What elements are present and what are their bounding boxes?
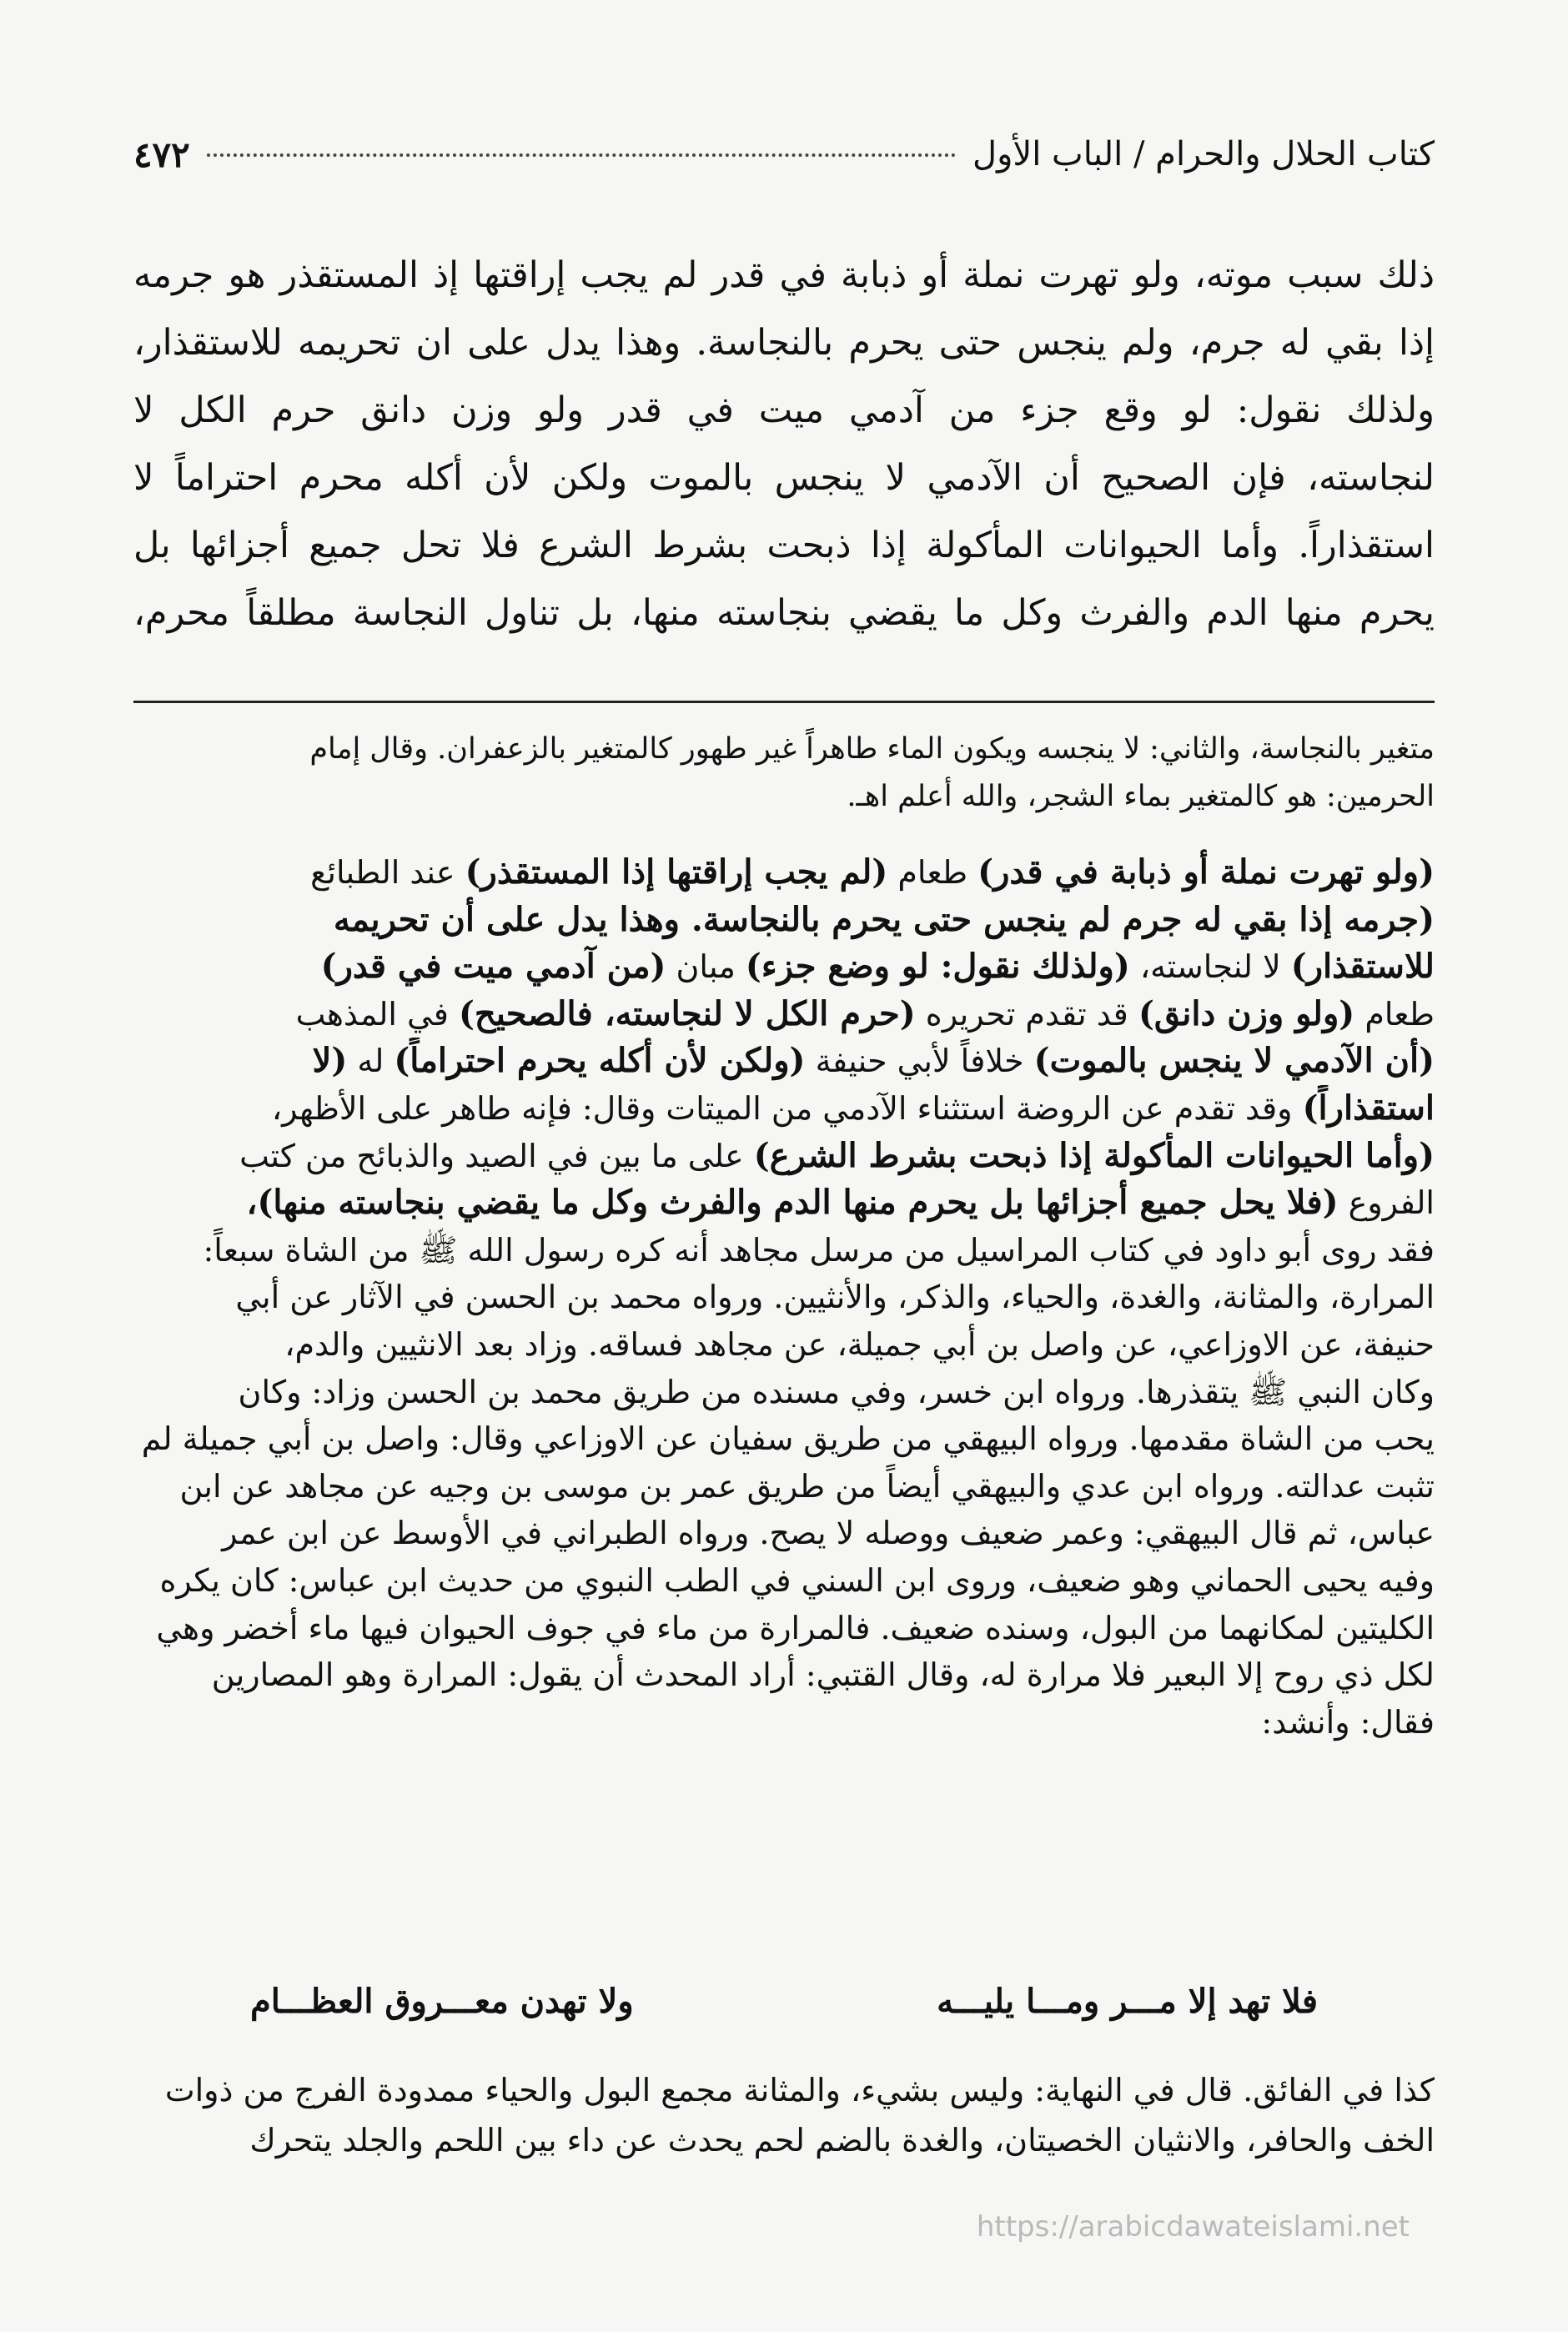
commentary-text: الكليتين لمكانهما من البول، وسنده ضعيف. فالمرارة من ماء في جوف الحيوان فيها ماء أخضر وهي bbox=[156, 1609, 1435, 1646]
quoted-main-text: استقذاراً) bbox=[1302, 1088, 1435, 1128]
page-header bbox=[133, 125, 1435, 183]
commentary-text: المرارة، والمثانة، والغدة، والحياء، والذكر، والأنثيين. ورواه محمد بن الحسن في الآثار عن أبي bbox=[235, 1279, 1435, 1316]
quoted-main-text: للاستقذار) bbox=[1290, 947, 1435, 987]
commentary-tail bbox=[133, 2065, 1435, 2165]
quoted-main-text: (فلا يحل جميع أجزائها بل يحرم منها الدم والفرث وكل ما يقضي بنجاسته منها)، bbox=[246, 1183, 1339, 1223]
main-text-line: ذلك سبب موته، ولو تهرت نملة أو ذبابة في قدر لم يجب إراقتها إذ المستقذر هو جرمه bbox=[133, 254, 1435, 296]
watermark-url: https://arabicdawateislami.net bbox=[976, 2210, 1410, 2244]
running-title: كتاب الحلال والحرام / الباب الأول bbox=[972, 135, 1435, 173]
tail-line: كذا في الفائق. قال في النهاية: وليس بشيء، والمثانة مجمع البول والحياء ممدودة الفرج من ذوات bbox=[164, 2072, 1435, 2108]
commentary-text: على ما بين في الصيد والذبائح من كتب bbox=[239, 1137, 754, 1174]
commentary-text: قد تقدم تحريره bbox=[915, 995, 1138, 1033]
quoted-main-text: (من آدمي ميت في قدر) bbox=[320, 947, 666, 987]
commentary-text: له bbox=[347, 1043, 395, 1080]
commentary-line bbox=[133, 1651, 1435, 1699]
commentary-text: طعام bbox=[1354, 995, 1435, 1033]
page-number: ٤٧٢ bbox=[133, 133, 190, 175]
commentary-text: يحب من الشاة مقدمها. ورواه البيهقي من طريق سفيان عن الاوزاعي وقال: واصل بن أبي جميلة لم bbox=[141, 1420, 1435, 1458]
quoted-main-text: (وأما الحيوانات المأكولة إذا ذبحت بشرط الشرع) bbox=[753, 1135, 1435, 1175]
commentary-line bbox=[133, 1557, 1435, 1605]
main-text-line: إذا بقي له جرم، ولم ينجس حتى يحرم بالنجاسة. وهذا يدل على ان تحريمه للاستقذار، bbox=[133, 322, 1435, 364]
commentary-text: طعام bbox=[887, 854, 978, 891]
commentary-text: وقد تقدم عن الروضة استثناء الآدمي من الميتات وقال: فإنه طاهر على الأظهر، bbox=[271, 1089, 1303, 1127]
commentary-text: لكل ذي روح إلا البعير فلا مرارة له، وقال القتبي: أراد المحدث أن يقول: المرارة وهو المصارين bbox=[211, 1656, 1435, 1694]
commentary-line bbox=[133, 1038, 1435, 1085]
quoted-main-text: (حرم الكل لا لنجاسته، فالصحيح) bbox=[458, 993, 916, 1033]
quoted-main-text: (لم يجب إراقتها إذا المستقذر) bbox=[465, 852, 888, 892]
commentary-line bbox=[133, 1133, 1435, 1180]
header-dotted-leader bbox=[207, 152, 956, 157]
commentary-text: وكان النبي ﷺ يتقذرها. ورواه ابن خسر، وفي مسنده من طريق محمد بن الحسن وزاد: وكان bbox=[238, 1373, 1435, 1410]
commentary-text: الفروع bbox=[1338, 1184, 1435, 1222]
main-text bbox=[133, 242, 1435, 647]
tail-line: الخف والحافر، والانثيان الخصيتان، والغدة بالضم لحم يحدث عن داء بين اللحم والجلد يتحرك bbox=[249, 2122, 1435, 2159]
commentary-line bbox=[133, 1227, 1435, 1274]
commentary-line bbox=[133, 1274, 1435, 1321]
quoted-main-text: (لا bbox=[312, 1041, 348, 1081]
commentary-text: عباس، ثم قال البيهقي: وعمر ضعيف ووصله لا يصح. ورواه الطبراني في الأوسط عن ابن عمر bbox=[222, 1515, 1435, 1552]
commentary-line bbox=[133, 897, 1435, 944]
footnote-line: متغير بالنجاسة، والثاني: لا ينجسه ويكون الماء طاهراً غير طهور كالمتغير بالزعفران. وقال إمام bbox=[309, 732, 1435, 766]
commentary-line bbox=[133, 1321, 1435, 1369]
commentary-line bbox=[133, 849, 1435, 897]
commentary-line bbox=[133, 1605, 1435, 1652]
verse-second-hemistich: ولا تهدن معـــروق العظـــام bbox=[250, 1982, 634, 2021]
commentary-text: وفيه يحيى الحماني وهو ضعيف، وروى ابن السني في الطب النبوي من حديث ابن عباس: كان يكره bbox=[159, 1561, 1435, 1599]
footnote-line: الحرمين: هو كالمتغير بماء الشجر، والله أعلم اهـ. bbox=[847, 779, 1435, 813]
commentary-text: تثبت عدالته. ورواه ابن عدي والبيهقي أيضاً من طريق عمر بن موسى بن وجيه عن مجاهد عن ابن bbox=[179, 1467, 1435, 1505]
quoted-main-text: (ولو تهرت نملة أو ذبابة في قدر) bbox=[977, 852, 1435, 892]
commentary-line bbox=[133, 1699, 1435, 1746]
commentary-line bbox=[133, 1415, 1435, 1463]
verse-first-hemistich: فلا تهد إلا مـــر ومـــا يليـــه bbox=[937, 1982, 1318, 2021]
quoted-main-text: (ولكن لأن أكله يحرم احتراماً) bbox=[394, 1041, 806, 1081]
main-text-line: يحرم منها الدم والفرث وكل ما يقضي بنجاسته منها، بل تناول النجاسة مطلقاً محرم، bbox=[133, 592, 1435, 634]
commentary-line bbox=[133, 1463, 1435, 1510]
commentary-text: فقال: وأنشد: bbox=[1261, 1703, 1435, 1741]
commentary-line bbox=[133, 1369, 1435, 1416]
commentary-line bbox=[133, 1085, 1435, 1133]
commentary-text: فقد روى أبو داود في كتاب المراسيل من مرسل مجاهد أنه كره رسول الله ﷺ من الشاة سبعاً: bbox=[203, 1231, 1435, 1269]
separator-rule bbox=[133, 701, 1435, 703]
commentary-text: في المذهب bbox=[295, 995, 459, 1033]
poetry-verse bbox=[250, 1982, 1318, 2040]
commentary-line bbox=[133, 1510, 1435, 1557]
commentary-text: خلافاً لأبي حنيفة bbox=[805, 1043, 1034, 1080]
commentary-text: لا لنجاسته، bbox=[1129, 948, 1291, 986]
quoted-main-text: (ولذلك نقول: لو وضع جزء) bbox=[745, 947, 1130, 987]
main-text-line: لنجاسته، فإن الصحيح أن الآدمي لا ينجس بالموت ولكن لأن أكله محرم احتراماً لا bbox=[133, 457, 1435, 499]
commentary-line bbox=[133, 943, 1435, 991]
footnote-continuation bbox=[133, 726, 1435, 820]
main-text-line: استقذاراً. وأما الحيوانات المأكولة إذا ذبحت بشرط الشرع فلا تحل جميع أجزائها بل bbox=[133, 525, 1435, 566]
commentary-text: مبان bbox=[666, 948, 746, 986]
quoted-main-text: (جرمه إذا بقي له جرم لم ينجس حتى يحرم بالنجاسة. وهذا يدل على أن تحريمه bbox=[333, 899, 1435, 939]
commentary-text: عند الطبائع bbox=[310, 854, 465, 891]
commentary-line bbox=[133, 1179, 1435, 1227]
commentary-text: حنيفة، عن الاوزاعي، عن واصل بن أبي جميلة، عن مجاهد فساقه. وزاد بعد الانثيين والدم، bbox=[284, 1325, 1435, 1363]
quoted-main-text: (أن الآدمي لا ينجس بالموت) bbox=[1033, 1041, 1435, 1081]
main-text-line: ولذلك نقول: لو وقع جزء من آدمي ميت في قدر ولو وزن دانق حرم الكل لا bbox=[133, 390, 1435, 431]
commentary bbox=[133, 849, 1435, 1746]
quoted-main-text: (ولو وزن دانق) bbox=[1138, 993, 1355, 1033]
commentary-line bbox=[133, 991, 1435, 1038]
